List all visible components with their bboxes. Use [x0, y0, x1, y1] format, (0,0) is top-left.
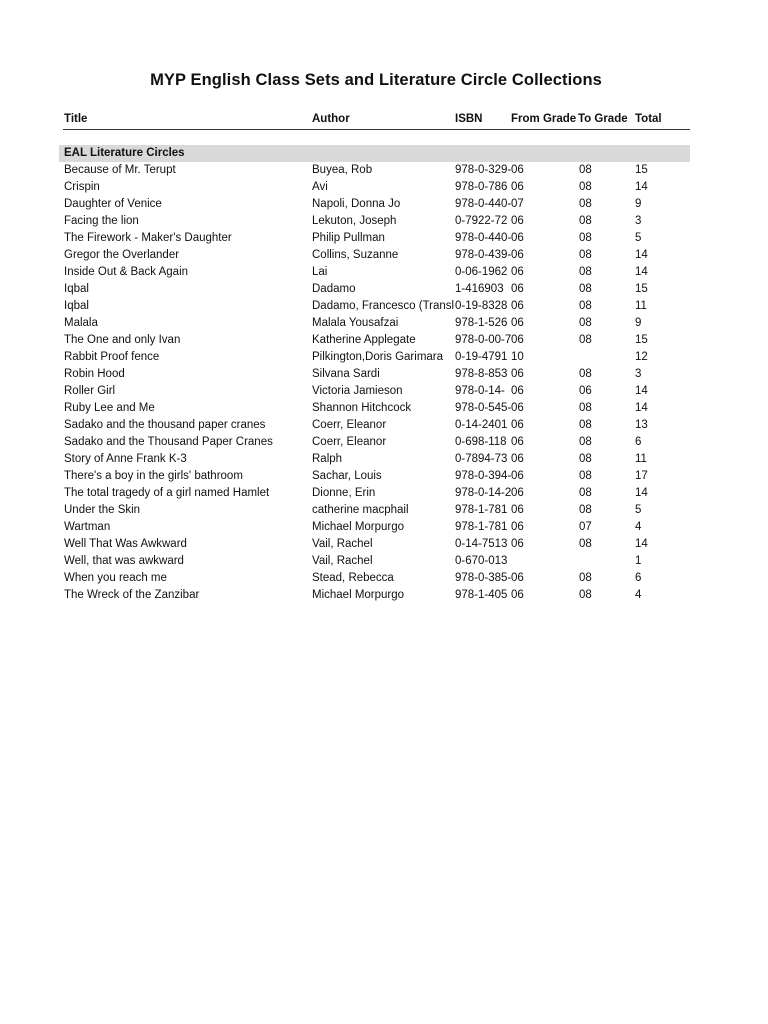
total-cell: 14 — [635, 402, 648, 414]
to-grade-cell: 08 — [579, 181, 592, 193]
isbn-cell: 978-0-00-7 — [455, 334, 511, 346]
title-cell: The Firework - Maker's Daughter — [64, 232, 232, 244]
to-grade-cell: 08 — [579, 419, 592, 431]
table-row — [63, 298, 690, 315]
from-grade-cell: 06 — [511, 453, 524, 465]
to-grade-cell: 08 — [579, 368, 592, 380]
section-header — [59, 145, 690, 162]
to-grade-cell: 08 — [579, 334, 592, 346]
author-cell: Katherine Applegate — [312, 334, 416, 346]
to-grade-cell: 08 — [579, 470, 592, 482]
author-cell: Malala Yousafzai — [312, 317, 399, 329]
isbn-cell: 978-1-405 — [455, 589, 508, 601]
title-cell: Sadako and the thousand paper cranes — [64, 419, 266, 431]
section-label: EAL Literature Circles — [64, 147, 185, 159]
to-grade-cell: 08 — [579, 283, 592, 295]
table-row — [63, 417, 690, 434]
author-cell: Michael Morpurgo — [312, 521, 405, 533]
isbn-cell: 978-0-545- — [455, 402, 511, 414]
total-cell: 17 — [635, 470, 648, 482]
isbn-cell: 978-8-853 — [455, 368, 508, 380]
author-cell: Dadamo — [312, 283, 356, 295]
total-cell: 6 — [635, 436, 642, 448]
isbn-cell: 0-14-2401 — [455, 419, 508, 431]
to-grade-cell: 08 — [579, 589, 592, 601]
from-grade-cell: 06 — [511, 538, 524, 550]
author-cell: Coerr, Eleanor — [312, 436, 387, 448]
author-cell: Stead, Rebecca — [312, 572, 394, 584]
table-row — [63, 587, 690, 604]
total-cell: 4 — [635, 589, 642, 601]
table-row — [63, 502, 690, 519]
title-cell: Gregor the Overlander — [64, 249, 180, 261]
table-row — [63, 485, 690, 502]
to-grade-cell: 08 — [579, 300, 592, 312]
table-row — [63, 451, 690, 468]
title-cell: Crispin — [64, 181, 100, 193]
table-row — [63, 332, 690, 349]
to-grade-cell: 08 — [579, 266, 592, 278]
total-cell: 12 — [635, 351, 648, 363]
author-cell: Sachar, Louis — [312, 470, 382, 482]
title-cell: The total tragedy of a girl named Hamlet — [64, 487, 270, 499]
isbn-cell: 978-0-14- — [455, 385, 505, 397]
author-cell: Pilkington,Doris Garimara — [312, 351, 444, 363]
from-grade-cell: 06 — [511, 215, 524, 227]
table-row — [63, 536, 690, 553]
title-cell: Wartman — [64, 521, 111, 533]
isbn-cell: 0-14-7513 — [455, 538, 508, 550]
title-cell: Roller Girl — [64, 385, 116, 397]
from-grade-cell: 06 — [511, 181, 524, 193]
isbn-cell: 0-670-013 — [455, 555, 508, 567]
total-cell: 3 — [635, 368, 642, 380]
author-cell: Vail, Rachel — [312, 538, 373, 550]
table-row — [63, 570, 690, 587]
title-cell: Sadako and the Thousand Paper Cranes — [64, 436, 273, 448]
from-grade-cell: 06 — [511, 385, 524, 397]
table-row — [63, 179, 690, 196]
to-grade-cell: 08 — [579, 504, 592, 516]
author-cell: Lekuton, Joseph — [312, 215, 397, 227]
isbn-cell: 978-1-781 — [455, 504, 508, 516]
isbn-cell: 0-7894-73 — [455, 453, 508, 465]
author-cell: Coerr, Eleanor — [312, 419, 387, 431]
from-grade-cell: 06 — [511, 436, 524, 448]
from-grade-cell: 06 — [511, 521, 524, 533]
table-row — [63, 230, 690, 247]
title-cell: Story of Anne Frank K-3 — [64, 453, 187, 465]
author-cell: catherine macphail — [312, 504, 409, 516]
title-cell: Because of Mr. Terupt — [64, 164, 176, 176]
author-cell: Shannon Hitchcock — [312, 402, 412, 414]
total-cell: 11 — [635, 300, 647, 312]
table-row — [63, 553, 690, 570]
total-cell: 11 — [635, 453, 647, 465]
to-grade-cell: 08 — [579, 249, 592, 261]
isbn-cell: 978-0-786 — [455, 181, 508, 193]
to-grade-cell: 08 — [579, 538, 592, 550]
from-grade-cell: 06 — [511, 164, 524, 176]
to-grade-cell: 08 — [579, 164, 592, 176]
title-cell: Ruby Lee and Me — [64, 402, 155, 414]
to-grade-cell: 06 — [579, 385, 592, 397]
from-grade-cell: 06 — [511, 300, 524, 312]
isbn-cell: 0-06-1962 — [455, 266, 508, 278]
isbn-cell: 0-19-4791 — [455, 351, 508, 363]
total-cell: 15 — [635, 283, 648, 295]
total-cell: 1 — [635, 555, 642, 567]
title-cell: Iqbal — [64, 283, 89, 295]
table-row — [63, 315, 690, 332]
total-cell: 15 — [635, 164, 648, 176]
author-cell: Buyea, Rob — [312, 164, 373, 176]
isbn-cell: 978-0-394- — [455, 470, 511, 482]
column-header-author: Author — [312, 113, 350, 125]
title-cell: Rabbit Proof fence — [64, 351, 160, 363]
from-grade-cell: 06 — [511, 317, 524, 329]
to-grade-cell: 08 — [579, 402, 592, 414]
to-grade-cell: 08 — [579, 487, 592, 499]
table-row — [63, 162, 690, 179]
title-cell: The One and only Ivan — [64, 334, 181, 346]
isbn-cell: 978-0-440- — [455, 198, 511, 210]
table-row — [63, 213, 690, 230]
from-grade-cell: 06 — [511, 334, 524, 346]
title-cell: Robin Hood — [64, 368, 125, 380]
total-cell: 14 — [635, 538, 648, 550]
table-row — [63, 383, 690, 400]
author-cell: Napoli, Donna Jo — [312, 198, 401, 210]
title-cell: Iqbal — [64, 300, 89, 312]
column-header-isbn: ISBN — [455, 113, 483, 125]
total-cell: 15 — [635, 334, 648, 346]
table-row — [63, 247, 690, 264]
from-grade-cell: 06 — [511, 487, 524, 499]
to-grade-cell: 08 — [579, 232, 592, 244]
table-row — [63, 264, 690, 281]
table-row — [63, 196, 690, 213]
document-title: MYP English Class Sets and Literature Circle Collections — [150, 71, 602, 89]
title-cell: Well That Was Awkward — [64, 538, 187, 550]
title-cell: Under the Skin — [64, 504, 141, 516]
from-grade-cell: 06 — [511, 572, 524, 584]
isbn-cell: 1-416903 — [455, 283, 504, 295]
total-cell: 4 — [635, 521, 642, 533]
table-row — [63, 400, 690, 417]
title-cell: Facing the lion — [64, 215, 139, 227]
isbn-cell: 978-0-385- — [455, 572, 511, 584]
author-cell: Dionne, Erin — [312, 487, 376, 499]
title-cell: There's a boy in the girls' bathroom — [64, 470, 243, 482]
from-grade-cell: 06 — [511, 402, 524, 414]
to-grade-cell: 08 — [579, 572, 592, 584]
from-grade-cell: 06 — [511, 368, 524, 380]
title-cell: Well, that was awkward — [64, 555, 184, 567]
from-grade-cell: 06 — [511, 249, 524, 261]
author-cell: Ralph — [312, 453, 343, 465]
total-cell: 9 — [635, 317, 642, 329]
isbn-cell: 978-1-526 — [455, 317, 508, 329]
to-grade-cell: 08 — [579, 453, 592, 465]
to-grade-cell: 08 — [579, 436, 592, 448]
from-grade-cell: 06 — [511, 504, 524, 516]
title-cell: When you reach me — [64, 572, 167, 584]
total-cell: 5 — [635, 504, 642, 516]
isbn-cell: 0-7922-72 — [455, 215, 508, 227]
total-cell: 3 — [635, 215, 642, 227]
table-row — [63, 366, 690, 383]
table-row — [63, 349, 690, 366]
total-cell: 14 — [635, 487, 648, 499]
column-header-total: Total — [635, 113, 662, 125]
table-header — [63, 111, 690, 130]
to-grade-cell: 07 — [579, 521, 592, 533]
from-grade-cell: 06 — [511, 419, 524, 431]
title-cell: Malala — [64, 317, 98, 329]
total-cell: 14 — [635, 266, 648, 278]
from-grade-cell: 06 — [511, 283, 524, 295]
to-grade-cell: 08 — [579, 317, 592, 329]
table-row — [63, 281, 690, 298]
from-grade-cell: 06 — [511, 470, 524, 482]
from-grade-cell: 10 — [511, 351, 524, 363]
title-cell: The Wreck of the Zanzibar — [64, 589, 200, 601]
table-row — [63, 434, 690, 451]
isbn-cell: 0-698-118 — [455, 436, 507, 448]
author-cell: Dadamo, Francesco (Transl — [312, 300, 455, 312]
total-cell: 14 — [635, 181, 648, 193]
total-cell: 14 — [635, 385, 648, 397]
column-header-title: Title — [64, 113, 88, 125]
from-grade-cell: 06 — [511, 232, 524, 244]
total-cell: 13 — [635, 419, 648, 431]
isbn-cell: 978-0-439- — [455, 249, 511, 261]
author-cell: Lai — [312, 266, 328, 278]
author-cell: Vail, Rachel — [312, 555, 373, 567]
column-header-to-grade: To Grade — [578, 113, 628, 125]
from-grade-cell: 06 — [511, 266, 524, 278]
title-cell: Daughter of Venice — [64, 198, 162, 210]
isbn-cell: 978-0-440- — [455, 232, 511, 244]
total-cell: 6 — [635, 572, 642, 584]
isbn-cell: 978-1-781 — [455, 521, 508, 533]
author-cell: Philip Pullman — [312, 232, 385, 244]
isbn-cell: 0-19-8328 — [455, 300, 508, 312]
table-row — [63, 468, 690, 485]
author-cell: Avi — [312, 181, 328, 193]
author-cell: Michael Morpurgo — [312, 589, 405, 601]
from-grade-cell: 06 — [511, 589, 524, 601]
table-body — [63, 162, 690, 604]
isbn-cell: 978-0-329- — [455, 164, 511, 176]
author-cell: Silvana Sardi — [312, 368, 380, 380]
to-grade-cell: 08 — [579, 215, 592, 227]
to-grade-cell: 08 — [579, 198, 592, 210]
from-grade-cell: 07 — [511, 198, 524, 210]
total-cell: 9 — [635, 198, 642, 210]
author-cell: Collins, Suzanne — [312, 249, 399, 261]
author-cell: Victoria Jamieson — [312, 385, 403, 397]
table-row — [63, 519, 690, 536]
total-cell: 14 — [635, 249, 648, 261]
isbn-cell: 978-0-14-2 — [455, 487, 511, 499]
title-cell: Inside Out & Back Again — [64, 266, 189, 278]
column-header-from-grade: From Grade — [511, 113, 577, 125]
total-cell: 5 — [635, 232, 642, 244]
